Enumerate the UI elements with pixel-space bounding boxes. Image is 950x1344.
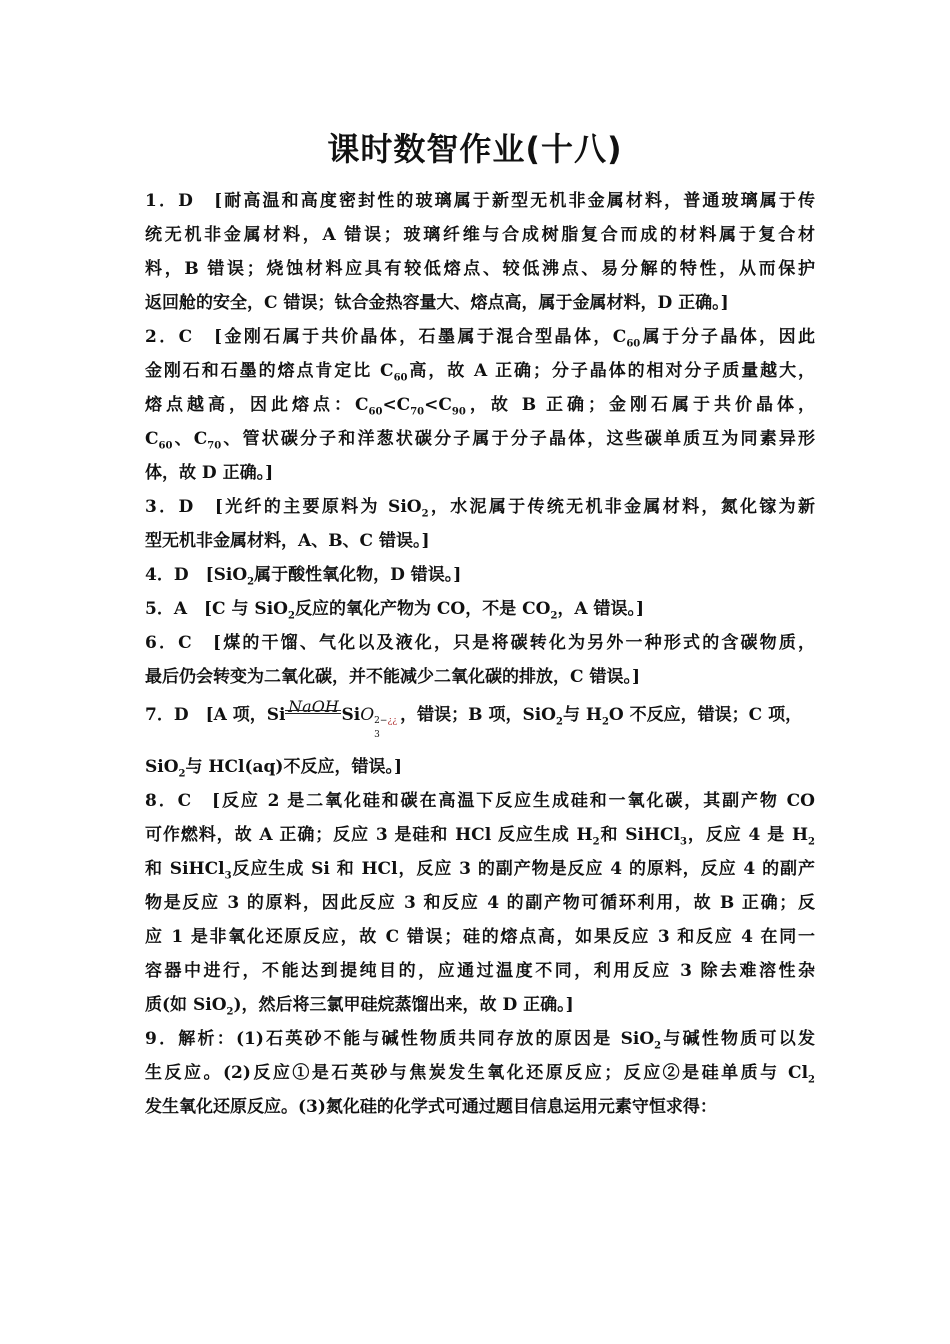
page-title: 课时数智作业(十八)	[327, 130, 623, 168]
answer-8-line-2	[145, 818, 815, 852]
text-span: 、C	[172, 429, 208, 449]
answer-7-line-2	[145, 750, 815, 784]
text-span: 熔点越高，因此熔点：C	[145, 395, 369, 415]
answer-1-line-1: 1．D [耐高温和高度密封性的玻璃属于新型无机非金属材料，普通玻璃属于传	[145, 191, 815, 211]
answer-8-line-5: 应 1 是非氧化还原反应，故 C 错误；硅的熔点高，如果反应 3 和反应 4 在同一	[145, 927, 815, 947]
text-span: 、管状碳分子和洋葱状碳分子属于分子晶体，这些碳单质互为同素异形	[221, 429, 815, 449]
text-span: 5．A [C 与 SiO	[145, 599, 288, 619]
text-span: 与碱性物质可以发	[661, 1029, 815, 1049]
text-span: 反应生成 Si 和 HCl，反应 3 的副产物是反应 4 的原料，反应 4 的副产	[231, 859, 815, 879]
subscript: 3	[680, 836, 687, 848]
text-span: SiO	[145, 757, 179, 777]
text-span: 金刚石和石墨的熔点肯定比 C	[145, 361, 394, 381]
text-span: 可作燃料，故 A 正确；反应 3 是硅和 HCl 反应生成 H	[145, 825, 593, 845]
answer-6-line-1: 6．C [煤的干馏、气化以及液化，只是将碳转化为另外一种形式的含碳物质，	[145, 633, 815, 653]
text-span: 与 HCl(aq)不反应，错误。]	[185, 757, 403, 777]
answer-8-line-1: 8．C [反应 2 是二氧化硅和碳在高温下反应生成硅和一氧化碳，其副产物 CO	[145, 791, 815, 811]
subscript: 2	[178, 768, 186, 780]
answer-9-line-1	[145, 1022, 815, 1056]
subscript: 2	[556, 716, 563, 728]
arrow-line-icon	[285, 713, 341, 714]
subscript: 70	[207, 440, 222, 452]
text-span: 高，故 A 正确；分子晶体的相对分子质量越大，	[407, 361, 815, 381]
charge-text: 2−	[374, 715, 388, 726]
text-span: ，反应 4 是 H	[687, 825, 809, 845]
text-span: 和 SiHCl	[599, 825, 681, 845]
subscript: 60	[368, 406, 383, 418]
text-span: ，水泥属于传统无机非金属材料，氮化镓为新	[428, 497, 815, 517]
answer-2-line-2	[145, 354, 815, 388]
answer-8-line-7	[145, 988, 815, 1022]
text-span: <C	[424, 395, 452, 415]
answer-8-line-4: 物是反应 3 的原料，因此反应 3 和反应 4 的副产物可循环利用，故 B 正确；反	[145, 893, 815, 913]
text-span: Si	[341, 705, 361, 725]
subscript: 2	[550, 610, 558, 622]
text-span: O 不反应，错误；C 项，	[608, 705, 803, 725]
text-span: )，然后将三氯甲硅烷蒸馏出来，故 D 正确。]	[233, 995, 574, 1015]
subscript: 2	[654, 1040, 662, 1052]
subscript: 60	[393, 372, 408, 384]
reaction-arrow	[285, 696, 341, 726]
ion-subscript: 3	[374, 729, 380, 740]
answer-1-line-4: 返回舱的安全，C 错误；钛合金热容量大、熔点高，属于金属材料，D 正确。]	[145, 293, 729, 313]
text-span: <C	[382, 395, 411, 415]
answer-8-line-6: 容器中进行，不能达到提纯目的，应通过温度不同，利用反应 3 除去难溶性杂	[145, 961, 815, 981]
subscript: 2	[421, 508, 429, 520]
text-span: 反应的氧化产物为 CO，不是 CO	[294, 599, 551, 619]
answer-2-line-4	[145, 422, 815, 456]
text-span: 7．D [A 项，Si	[145, 705, 286, 725]
arrow-condition-label: NaOH	[288, 696, 339, 716]
subscript: 2	[808, 836, 815, 848]
text-span: 属于酸性氧化物，D 错误。]	[254, 565, 462, 585]
text-span: 9．解析：(1)石英砂不能与碱性物质共同存放的原因是 SiO	[145, 1029, 655, 1049]
subscript: 60	[626, 338, 641, 350]
garbled-text: ¿¿	[387, 715, 398, 726]
answer-7-line-1	[145, 694, 815, 746]
text-span: C	[145, 429, 159, 449]
text-span: 质(如 SiO	[145, 995, 227, 1015]
answer-3-line-1	[145, 490, 815, 524]
answer-4-line-1	[145, 558, 815, 592]
answer-5-line-1	[145, 592, 815, 626]
text-span: ，故 B 正确；金刚石属于共价晶体，	[465, 395, 815, 415]
subscript: 2	[601, 716, 609, 728]
subscript: 2	[808, 1074, 815, 1086]
answer-9-line-2	[145, 1056, 815, 1090]
arrow-line-icon	[285, 710, 341, 711]
text-span: 和 SiHCl	[145, 859, 225, 879]
subscript: 2	[592, 836, 600, 848]
answer-6-line-2: 最后仍会转变为二氧化碳，并不能减少二氧化碳的排放，C 错误。]	[145, 667, 640, 687]
subscript: 2	[287, 610, 295, 622]
subscript: 3	[224, 870, 232, 882]
answer-content	[145, 184, 815, 1124]
text-span: ，错误；B 项，SiO	[400, 705, 556, 725]
subscript: 2	[226, 1006, 234, 1018]
answer-2-line-5: 体，故 D 正确。]	[145, 463, 274, 483]
subscript: 60	[158, 440, 173, 452]
subscript: 90	[451, 406, 466, 418]
text-span: 2．C [金刚石属于共价晶体，石墨属于混合型晶体，C	[145, 327, 627, 347]
answer-1-line-3: 料，B 错误；烧蚀材料应具有较低熔点、较低沸点、易分解的特性，从而保护	[145, 259, 815, 279]
subscript: 70	[410, 406, 425, 418]
answer-3-line-2: 型无机非金属材料，A、B、C 错误。]	[145, 531, 430, 551]
ion-sup-sub	[374, 706, 400, 740]
text-span: 4．D [SiO	[145, 565, 248, 585]
text-span: 生反应。(2)反应①是石英砂与焦炭发生氧化还原反应；反应②是硅单质与 Cl	[145, 1063, 809, 1083]
subscript: 2	[247, 576, 255, 588]
text-span: ，A 错误。]	[557, 599, 645, 619]
answer-2-line-3	[145, 388, 815, 422]
ion-symbol: O	[360, 705, 375, 725]
answer-2-line-1	[145, 320, 815, 354]
answer-8-line-3	[145, 852, 815, 886]
text-span: 属于分子晶体，因此	[640, 327, 815, 347]
answer-9-line-3: 发生氧化还原反应。(3)氮化硅的化学式可通过题目信息运用元素守恒求得：	[145, 1097, 717, 1117]
text-span: 与 H	[562, 705, 602, 725]
answer-1-line-2: 统无机非金属材料，A 错误；玻璃纤维与合成树脂复合而成的材料属于复合材	[145, 225, 815, 245]
text-span: 3．D [光纤的主要原料为 SiO	[145, 497, 422, 517]
